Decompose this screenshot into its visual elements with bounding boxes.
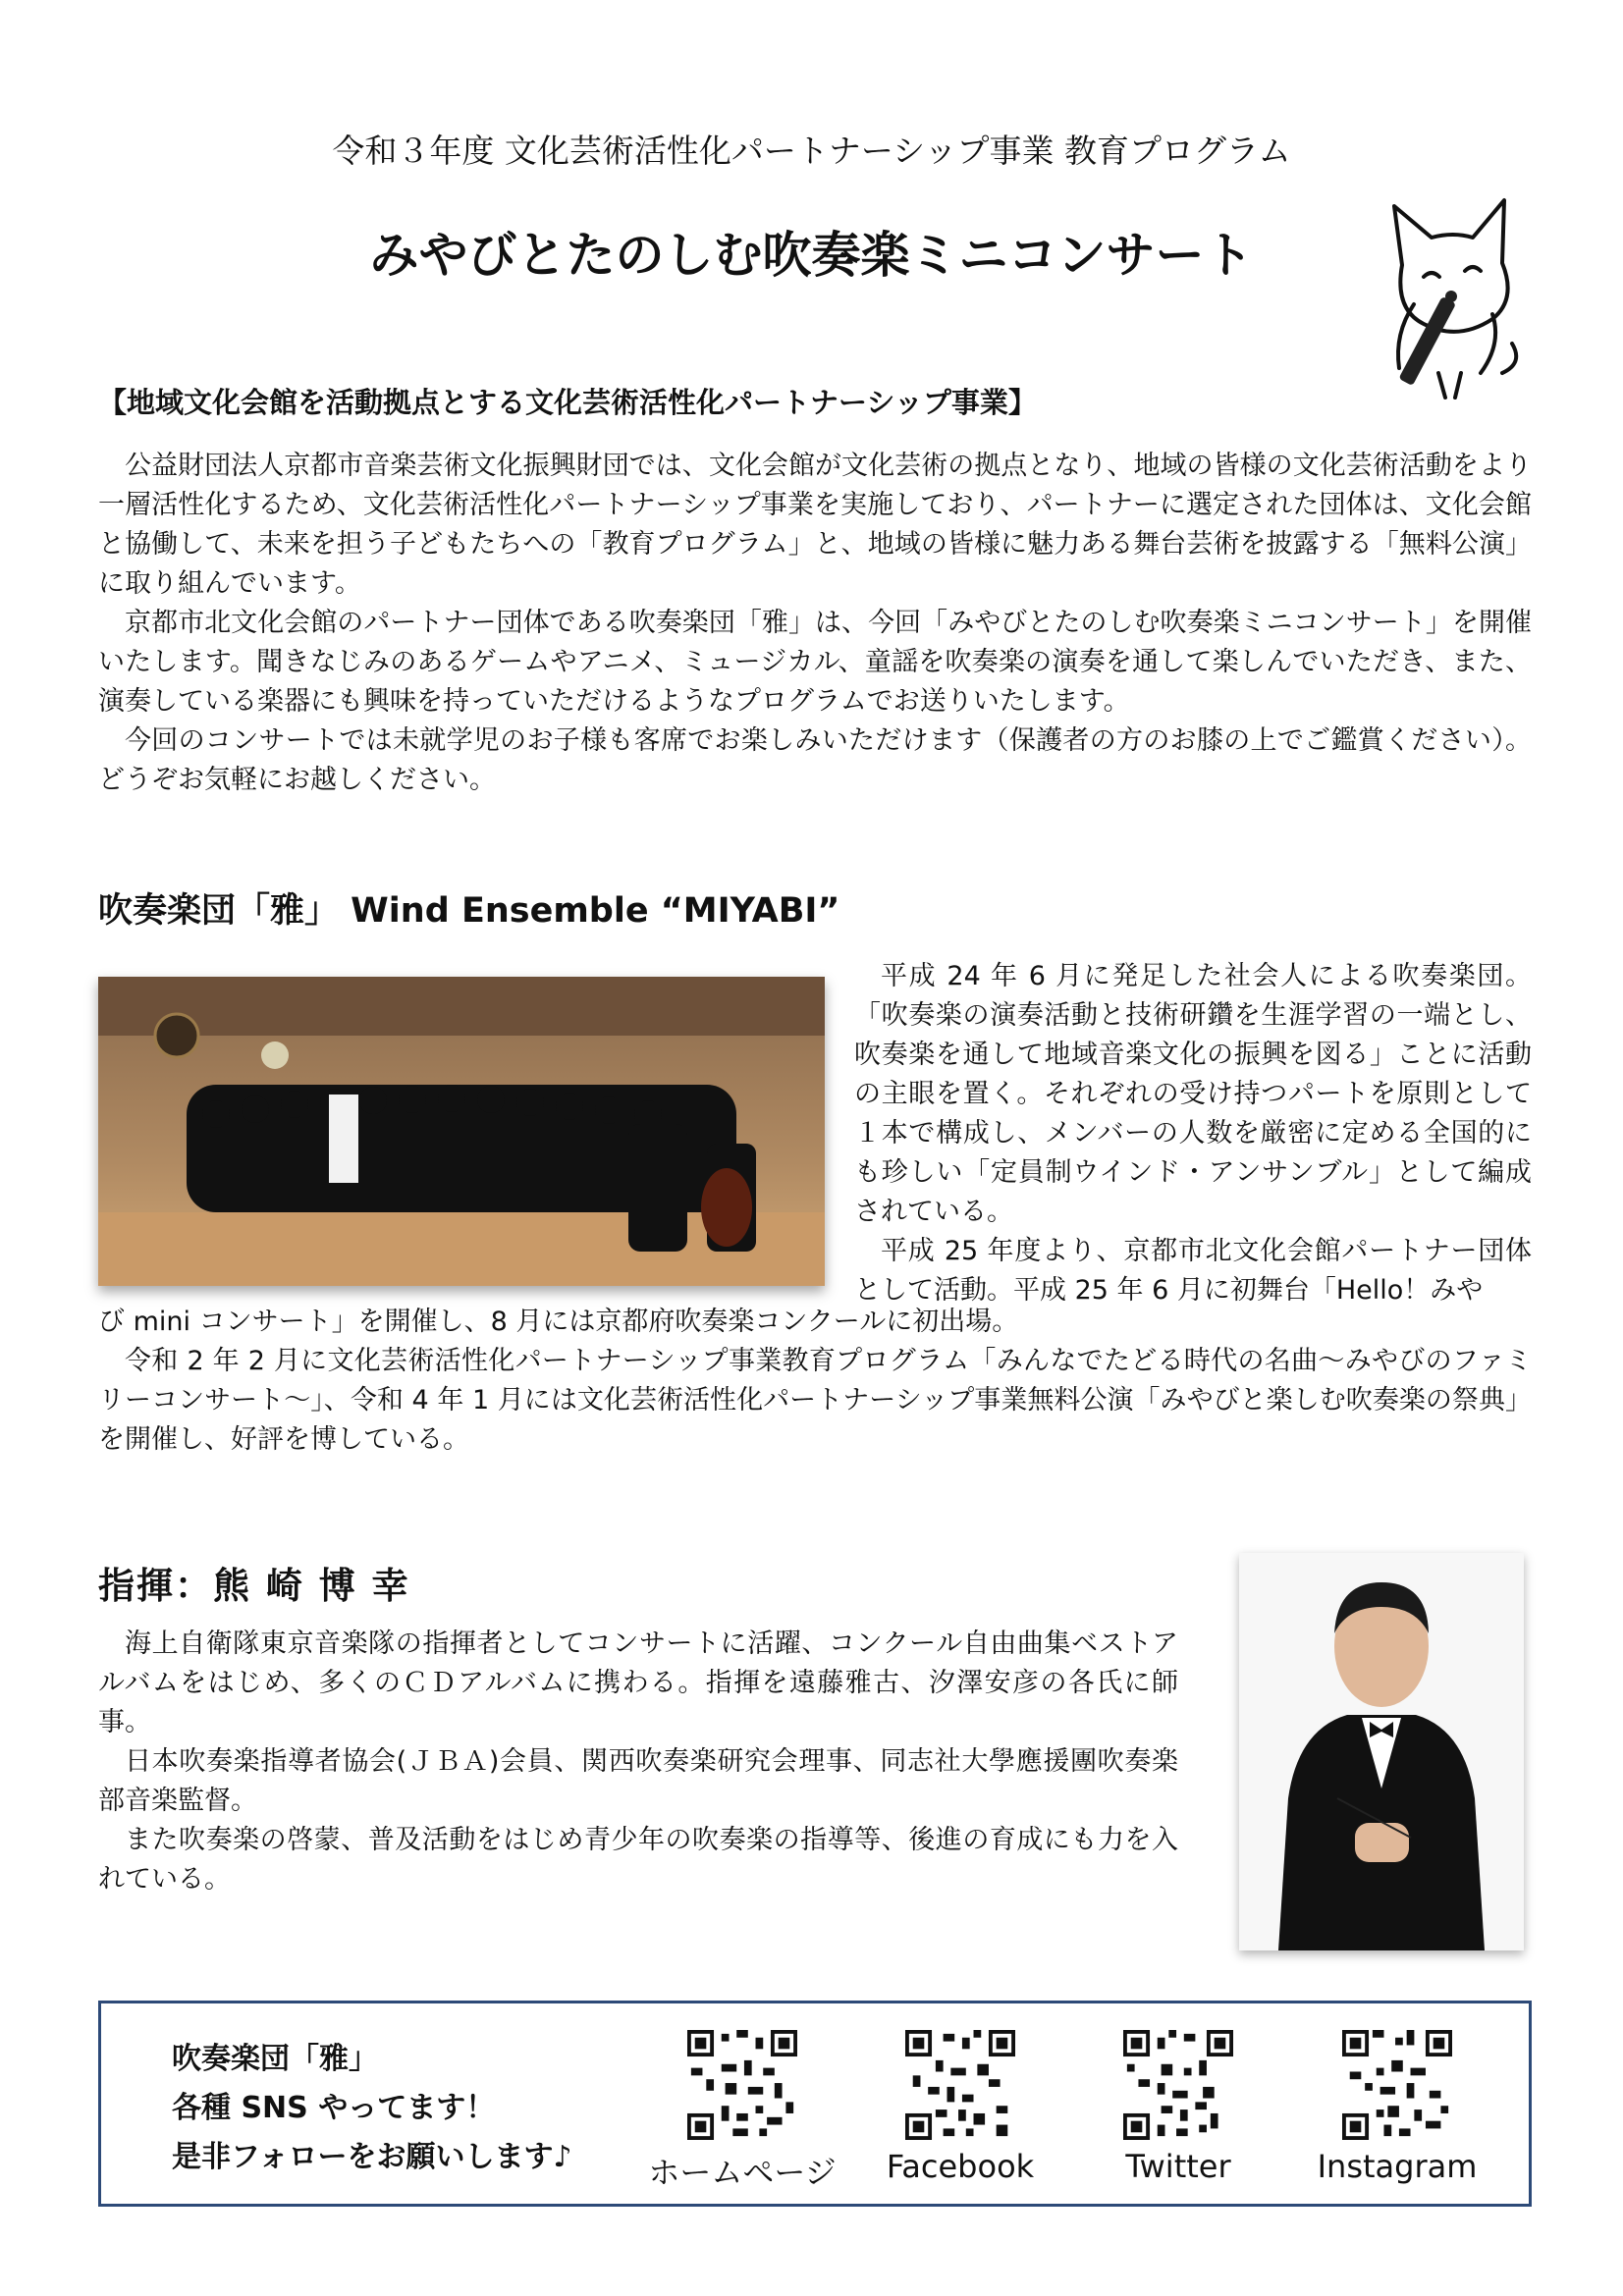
qr-code-icon[interactable]	[1342, 2030, 1452, 2140]
band-paragraph: 平成 24 年 6 月に発足した社会人による吹奏楽団。「吹奏楽の演奏活動と技術研鑽を生涯学習の一端とし、吹奏楽を通して地域音楽文化の振興を図る」ことに活動の主眼を置く。それぞれの受け持つパートを原則として１本で構成し、メンバーの人数を厳密に定める全国的にも珍しい「定員制ウインド・アンサンブル」として編成されている。	[854, 961, 1532, 1227]
qr-code-icon[interactable]	[687, 2030, 797, 2140]
sns-line: 是非フォローをお願いします♪	[172, 2140, 572, 2174]
band-paragraph: 令和 2 年 2 月に文化芸術活性化パートナーシップ事業教育プログラム「みんなでたどる時代の名曲～みやびのファミリーコンサート～」、令和 4 年 1 月には文化芸術活性化パートナーシップ事業無料公演「みやびと楽しむ吹奏楽の祭典」を開催し、好評を博している。	[98, 1346, 1532, 1455]
facebook-label[interactable]: Facebook	[886, 2148, 1035, 2185]
twitter-label[interactable]: Twitter	[1125, 2148, 1231, 2185]
conductor-text	[98, 1625, 1178, 1899]
conductor-photo	[1239, 1553, 1524, 1950]
band-text-right	[854, 957, 1532, 1310]
band-paragraph: 平成 25 年度より、京都市北文化会館パートナー団体として活動。平成 25 年 6 月に初舞台「Hello！みや	[854, 1236, 1532, 1306]
intro-paragraph: 今回のコンサートでは未就学児のお子様も客席でお楽しみいただけます（保護者の方のお膝の上でご鑑賞ください）。どうぞお気軽にお越しください。	[98, 725, 1532, 795]
conductor-paragraph: 海上自衛隊東京音楽隊の指揮者としてコンサートに活躍、コンクール自由曲集ベストアルバムをはじめ、多くのＣＤアルバムに携わる。指揮を遠藤雅古、汐澤安彦の各氏に師事。	[98, 1629, 1178, 1737]
conductor-heading: 指揮：熊 崎 博 幸	[98, 1565, 410, 1607]
band-paragraph: び mini コンサート」を開催し、8 月には京都府吹奏楽コンクールに初出場。	[98, 1307, 1019, 1337]
program-subtitle: 令和３年度 文化芸術活性化パートナーシップ事業 教育プログラム	[332, 132, 1291, 170]
band-photo	[98, 977, 825, 1286]
cat-clarinet-illustration	[1355, 187, 1527, 402]
instagram-label[interactable]: Instagram	[1317, 2148, 1478, 2185]
sns-line: 各種 SNS やってます！	[172, 2091, 496, 2125]
intro-text	[98, 447, 1532, 800]
sns-message	[172, 2035, 572, 2182]
band-heading: 吹奏楽団「雅」 Wind Ensemble “MIYABI”	[98, 891, 840, 931]
qr-code-icon[interactable]	[1123, 2030, 1233, 2140]
conductor-paragraph: 日本吹奏楽指導者協会(ＪＢＡ)会員、関西吹奏楽研究会理事、同志社大學應援團吹奏楽部音楽監督。	[98, 1746, 1178, 1816]
partnership-heading: 【地域文化会館を活動拠点とする文化芸術活性化パートナーシップ事業】	[98, 386, 1037, 419]
homepage-label[interactable]: ホームページ	[648, 2154, 837, 2191]
intro-paragraph: 京都市北文化会館のパートナー団体である吹奏楽団「雅」は、今回「みやびとたのしむ吹奏楽ミニコンサート」を開催いたします。聞きなじみのあるゲームやアニメ、ミュージカル、童謡を吹奏楽の演奏を通して楽しんでいただき、また、演奏している楽器にも興味を持っていただけるようなプログラムでお送りいたします。	[98, 608, 1532, 717]
page-title: みやびとたのしむ吹奏楽ミニコンサート	[369, 227, 1254, 284]
band-text-full	[98, 1303, 1532, 1460]
qr-code-icon[interactable]	[905, 2030, 1015, 2140]
intro-paragraph: 公益財団法人京都市音楽芸術文化振興財団では、文化会館が文化芸術の拠点となり、地域の皆様の文化芸術活動をより一層活性化するため、文化芸術活性化パートナーシップ事業を実施しており、パートナーに選定された団体は、文化会館と協働して、未来を担う子どもたちへの「教育プログラム」と、地域の皆様に魅力ある舞台芸術を披露する「無料公演」に取り組んでいます。	[98, 451, 1532, 599]
sns-line: 吹奏楽団「雅」	[172, 2042, 378, 2076]
conductor-paragraph: また吹奏楽の啓蒙、普及活動をはじめ青少年の吹奏楽の指導等、後進の育成にも力を入れている。	[98, 1825, 1178, 1895]
